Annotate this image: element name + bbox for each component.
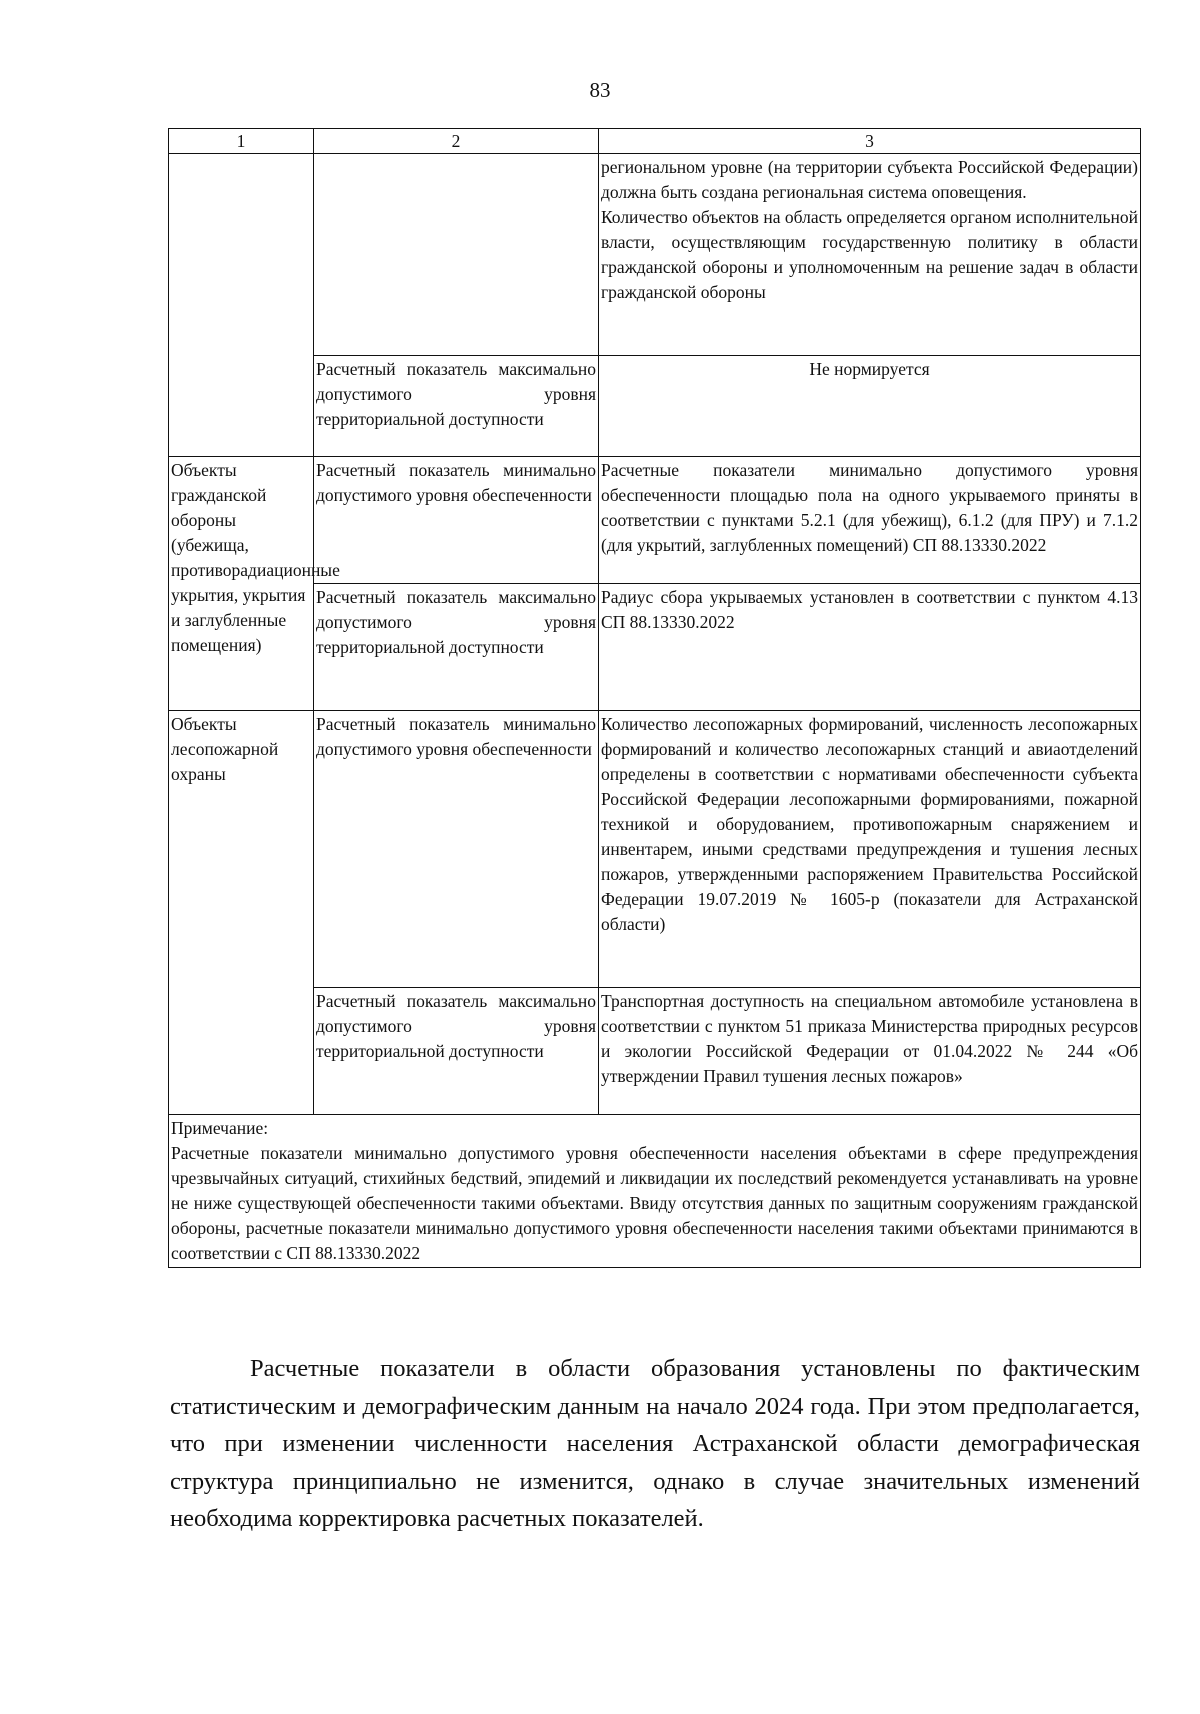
body-paragraph: Расчетные показатели в области образования установлены по фактическим статистическим и демографическим данным на начало 2024 года. При этом предполагается, что при изменении численности населения Астраханской области демографическая структура принципиально не изменится, однако в случае значительных изменений необходима корректировка расчетных показателей.	[170, 1355, 1140, 1532]
column-number-1: 1	[169, 129, 314, 154]
value-cell: региональном уровне (на территории субъекта Российской Федерации) должна быть создана региональная система оповещения. Количество объектов на область определяется органом исполнительной власти, осуществляющим государственную политику в области гражданской обороны и уполномоченным на решение задач в области гражданской обороны	[599, 154, 1141, 356]
indicator-cell: Расчетный показатель максимально допустимого уровня территориальной доступности	[314, 356, 599, 457]
table-header-row	[169, 129, 1141, 154]
object-cell: Объекты гражданской обороны (убежища, противорадиационные укрытия, укрытия и заглубленные помещения)	[169, 457, 314, 711]
page-number: 83	[589, 78, 611, 102]
value-cell: Не нормируется	[599, 356, 1141, 457]
indicator-cell: Расчетный показатель максимально допустимого уровня территориальной доступности	[314, 988, 599, 1115]
value-cell: Расчетные показатели минимально допустимого уровня обеспеченности площадью пола на одного укрываемого приняты в соответствии с пунктами 5.2.1 (для убежищ), 6.1.2 (для ПРУ) и 7.1.2 (для укрытий, заглубленных помещений) СП 88.13330.2022	[599, 457, 1141, 584]
table-row	[169, 988, 1141, 1115]
table-row	[169, 356, 1141, 457]
indicator-cell: Расчетный показатель минимально допустимого уровня обеспеченности	[314, 457, 599, 584]
table-row	[169, 584, 1141, 711]
value-cell: Транспортная доступность на специальном автомобиле установлена в соответствии с пунктом 51 приказа Министерства природных ресурсов и экологии Российской Федерации от 01.04.2022 № 244 «Об утверждении Правил тушения лесных пожаров»	[599, 988, 1141, 1115]
object-cell: Объекты лесопожарной охраны	[169, 711, 314, 1115]
indicator-cell: Расчетный показатель максимально допустимого уровня территориальной доступности	[314, 584, 599, 711]
table-row	[169, 154, 1141, 356]
table-note-row	[169, 1115, 1141, 1268]
object-cell	[169, 154, 314, 457]
note-text: Расчетные показатели минимально допустимого уровня обеспеченности населения объектами в сфере предупреждения чрезвычайных ситуаций, стихийных бедствий, эпидемий и ликвидации их последствий рекомендуется устанавливать на уровне не ниже существующей обеспеченности такими объектами. Ввиду отсутствия данных по защитным сооружениям гражданской обороны, расчетные показатели минимально допустимого уровня обеспеченности населения такими объектами принимаются в соответствии с СП 88.13330.2022	[171, 1143, 1138, 1263]
value-cell: Количество лесопожарных формирований, численность лесопожарных формирований и количество лесопожарных станций и авиаотделений определены в соответствии с нормативами обеспеченности субъекта Российской Федерации лесопожарными формированиями, пожарной техникой и оборудованием, противопожарным снаряжением и инвентарем, иными средствами предупреждения и тушения лесных пожаров, утвержденными распоряжением Правительства Российской Федерации 19.07.2019 № 1605-р (показатели для Астраханской области)	[599, 711, 1141, 988]
indicator-cell	[314, 154, 599, 356]
column-number-3: 3	[599, 129, 1141, 154]
norms-table	[168, 128, 1141, 1268]
note-title: Примечание:	[171, 1118, 269, 1138]
table-row	[169, 711, 1141, 988]
indicator-cell: Расчетный показатель минимально допустимого уровня обеспеченности	[314, 711, 599, 988]
table-row	[169, 457, 1141, 584]
note-cell	[169, 1115, 1141, 1268]
column-number-2: 2	[314, 129, 599, 154]
value-cell: Радиус сбора укрываемых установлен в соответствии с пунктом 4.13 СП 88.13330.2022	[599, 584, 1141, 711]
